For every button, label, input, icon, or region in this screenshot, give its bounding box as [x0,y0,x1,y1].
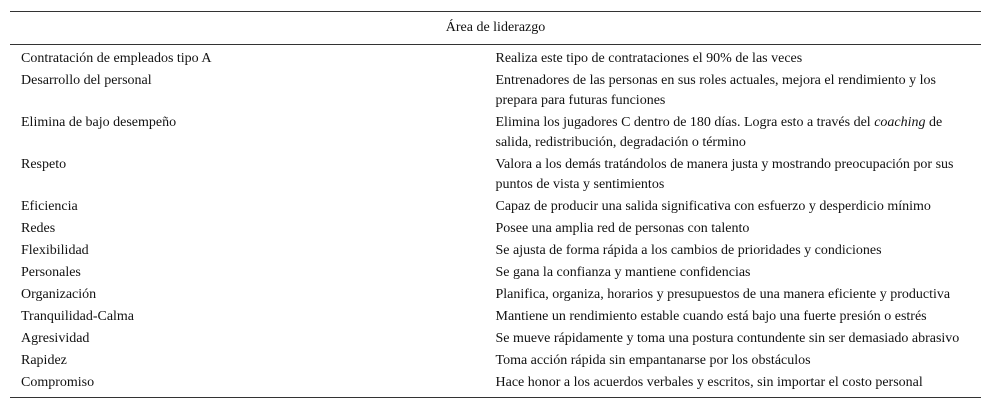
description-cell: Posee una amplia red de personas con talento [495,221,750,236]
area-cell: Agresividad [21,331,90,346]
description-cell [496,112,982,154]
table-row [10,70,981,112]
area-cell: Rapidez [21,353,67,368]
area-cell: Organización [21,287,97,302]
description-cell: Planifica, organiza, horarios y presupuestos de una manera eficiente y productiva [495,287,951,302]
description-cell: Se mueve rápidamente y toma una postura contundente sin ser demasiado abrasivo [495,331,960,346]
description-text-before: Elimina los jugadores C dentro de 180 días. Logra esto a través del [495,115,875,130]
area-cell: Elimina de bajo desempeño [21,115,177,130]
table-row [10,262,981,284]
table-row [10,284,981,306]
header-title: Área de liderazgo [10,12,981,45]
leadership-table-container [10,11,981,398]
description-text-emphasis: coaching [874,115,926,130]
header-row [10,12,981,45]
area-cell: Personales [21,265,81,280]
table-row [10,240,981,262]
table-row [10,218,981,240]
area-cell: Redes [21,221,56,236]
table-row [10,372,981,398]
area-cell: Compromiso [10,372,496,398]
area-cell: Desarrollo del personal [21,73,152,88]
area-cell: Tranquilidad-Calma [21,309,135,324]
table-body [10,45,981,398]
area-cell: Respeto [21,157,67,172]
description-cell: Valora a los demás tratándolos de manera justa y mostrando preocupación por sus puntos de vista y sentimientos [495,157,954,192]
area-cell: Eficiencia [21,199,78,214]
leadership-table [10,11,981,398]
table-row [10,154,981,196]
table-row [10,350,981,372]
description-cell: Mantiene un rendimiento estable cuando está bajo una fuerte presión o estrés [495,309,927,324]
table-header [10,12,981,45]
area-cell: Flexibilidad [21,243,89,258]
description-cell: Se ajusta de forma rápida a los cambios de prioridades y condiciones [495,243,882,258]
table-row [10,45,981,71]
description-cell: Toma acción rápida sin empantanarse por los obstáculos [495,353,811,368]
description-cell: Se gana la confianza y mantiene confidencias [495,265,751,280]
description-cell: Capaz de producir una salida significativa con esfuerzo y desperdicio mínimo [495,199,931,214]
description-cell: Entrenadores de las personas en sus roles actuales, mejora el rendimiento y los prepara para futuras funciones [495,73,936,108]
table-row [10,112,981,154]
table-row [10,328,981,350]
area-cell: Contratación de empleados tipo A [21,51,212,66]
description-cell: Realiza este tipo de contrataciones el 90% de las veces [495,51,803,66]
table-row [10,306,981,328]
table-row [10,196,981,218]
description-text-after: de salida, redistribución, degradación o término [495,115,943,150]
description-cell: Hace honor a los acuerdos verbales y escritos, sin importar el costo personal [496,372,982,398]
